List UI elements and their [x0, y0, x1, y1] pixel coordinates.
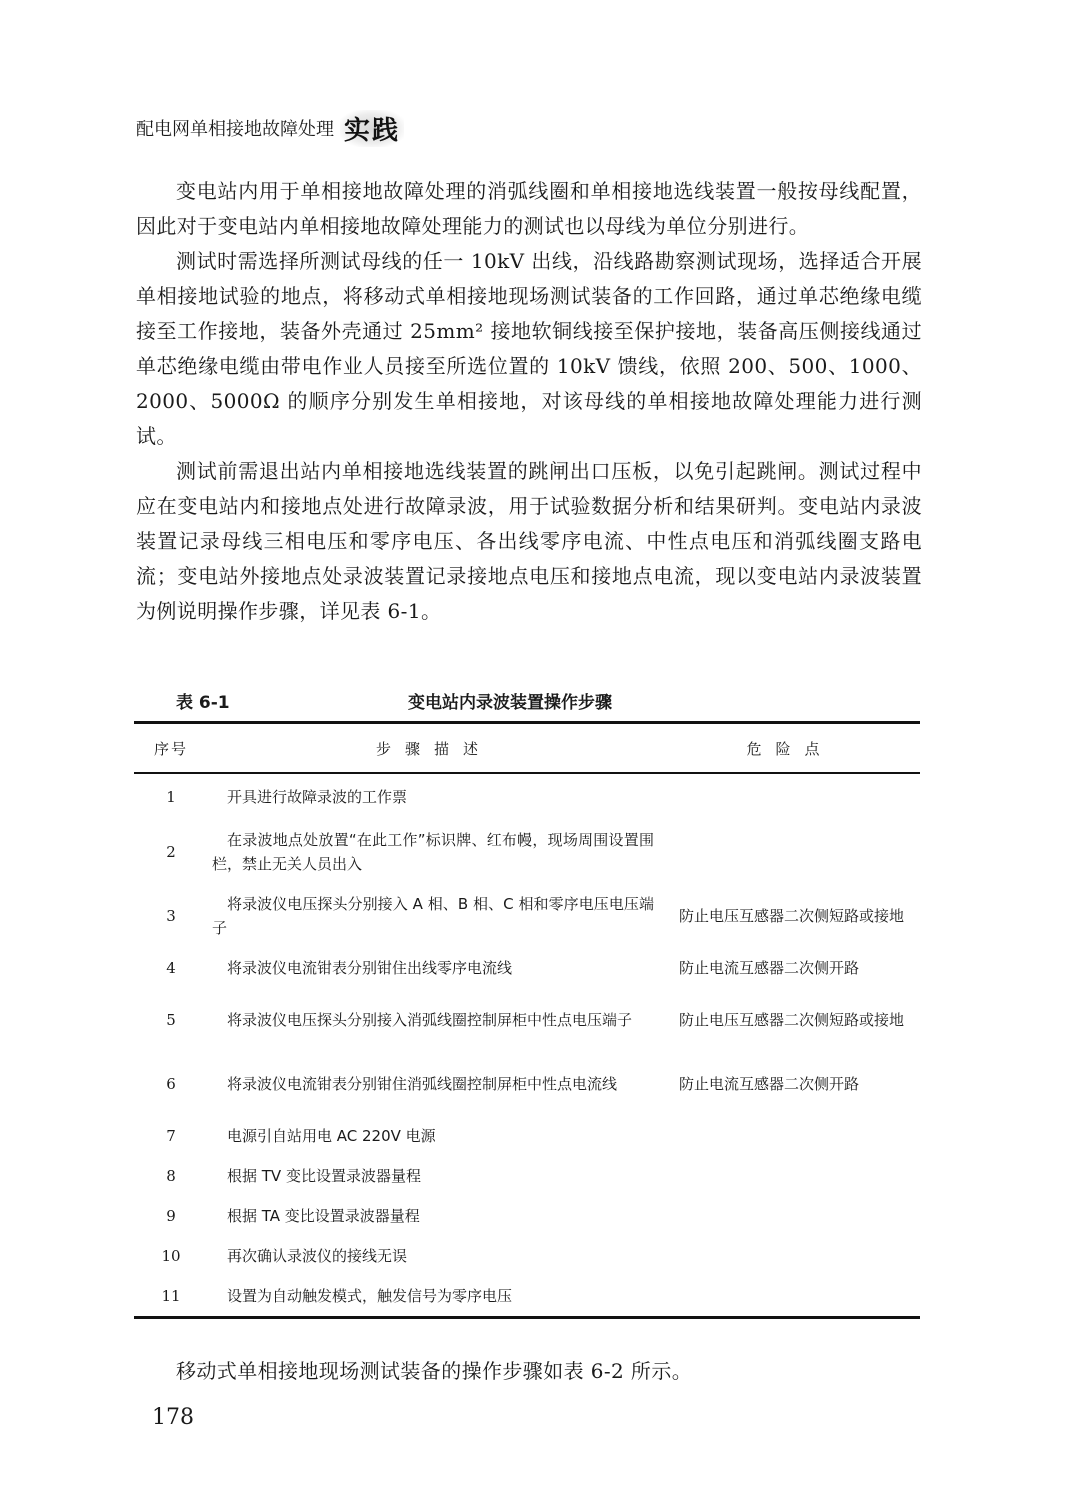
header-desc: 步骤描述: [375, 739, 492, 758]
step-risk: 防止电压互感器二次侧短路或接地: [679, 1011, 905, 1029]
step-risk: [660, 773, 920, 820]
step-risk: [660, 1196, 920, 1236]
closing-paragraph: 移动式单相接地现场测试装备的操作步骤如表 6-2 所示。: [176, 1359, 693, 1383]
step-risk: 防止电压互感器二次侧短路或接地: [679, 907, 905, 925]
step-risk: [660, 1236, 920, 1276]
step-desc: 根据 TA 变比设置录波器量程: [227, 1207, 420, 1225]
table-row: [134, 1156, 920, 1196]
table-row: [134, 820, 920, 884]
step-desc: 开具进行故障录波的工作票: [227, 788, 408, 806]
step-desc: 将录波仪电流钳表分别钳住消弧线圈控制屏柜中性点电流线: [227, 1075, 618, 1093]
step-no: 9: [166, 1207, 176, 1225]
page-number: 178: [152, 1405, 194, 1430]
table-row: [134, 988, 920, 1052]
paragraph: 测试前需退出站内单相接地选线装置的跳闸出口压板，以免引起跳闸。测试过程中应在变电站内和接地点处进行故障录波，用于试验数据分析和结果研判。变电站内录波装置记录母线三相电压和零序电压、各出线零序电流、中性点电压和消弧线圈支路电流；变电站外接地点处录波装置记录接地点电压和接地点电流，现以变电站内录波装置为例说明操作步骤，详见表 6-1。: [136, 459, 922, 623]
step-desc: 在录波地点处放置“在此工作”标识牌、红布幔，现场周围设置围栏，禁止无关人员出入: [212, 831, 654, 873]
table-row: [134, 1196, 920, 1236]
table-row: [134, 948, 920, 988]
running-header: [136, 108, 404, 148]
operation-steps-table: [134, 721, 920, 1319]
body-text: [136, 174, 922, 629]
step-no: 10: [161, 1247, 181, 1265]
step-risk: [660, 820, 920, 884]
table-row: [134, 884, 920, 948]
step-risk: [660, 1156, 920, 1196]
step-desc: 根据 TV 变比设置录波器量程: [227, 1167, 421, 1185]
step-no: 2: [166, 843, 176, 861]
step-risk: 防止电流互感器二次侧开路: [679, 959, 860, 977]
step-no: 5: [166, 1011, 176, 1029]
table-title: 变电站内录波装置操作步骤: [408, 693, 612, 713]
table-header-row: [134, 723, 920, 774]
paragraph: 测试时需选择所测试母线的任一 10kV 出线，沿线路勘察测试现场，选择适合开展单相接地试验的地点，将移动式单相接地现场测试装备的工作回路，通过单芯绝缘电缆接至工作接地，装备外壳通过 25mm² 接地软铜线接至保护接地，装备高压侧接线通过单芯绝缘电缆由带电作业人员接至所选位置的 10kV 馈线，依照 200、500、1000、2000、5000Ω 的顺序分别发生单相接地，对该母线的单相接地故障处理能力进行测试。: [136, 249, 922, 448]
step-no: 6: [166, 1075, 176, 1093]
step-no: 4: [166, 959, 176, 977]
step-no: 11: [161, 1287, 181, 1305]
step-no: 1: [166, 788, 176, 806]
table-number: 表 6-1: [176, 693, 230, 713]
header-risk: 危险点: [746, 739, 834, 758]
step-risk: 防止电流互感器二次侧开路: [679, 1075, 860, 1093]
step-desc: 将录波仪电流钳表分别钳住出线零序电流线: [227, 959, 513, 977]
step-desc: 再次确认录波仪的接线无误: [227, 1247, 408, 1265]
header-no: 序号: [153, 739, 188, 758]
header-title: 配电网单相接地故障处理: [136, 119, 334, 140]
table-row: [134, 773, 920, 820]
step-risk: [660, 1276, 920, 1318]
step-risk: [660, 1116, 920, 1156]
step-no: 3: [166, 907, 176, 925]
table-row: [134, 1236, 920, 1276]
table-row: [134, 1052, 920, 1116]
step-desc: 将录波仪电压探头分别接入 A 相、B 相、C 相和零序电压电压端子: [212, 895, 654, 937]
paragraph: 变电站内用于单相接地故障处理的消弧线圈和单相接地选线装置一般按母线配置，因此对于变电站内单相接地故障处理能力的测试也以母线为单位分别进行。: [136, 179, 922, 238]
table-row: [134, 1116, 920, 1156]
table-caption: [136, 685, 922, 715]
step-desc: 将录波仪电压探头分别接入消弧线圈控制屏柜中性点电压端子: [227, 1011, 633, 1029]
step-desc: 电源引自站用电 AC 220V 电源: [227, 1127, 436, 1145]
step-no: 8: [166, 1167, 176, 1185]
table-row: [134, 1276, 920, 1318]
header-brand: 实践: [340, 110, 404, 147]
step-desc: 设置为自动触发模式，触发信号为零序电压: [227, 1287, 513, 1305]
step-no: 7: [166, 1127, 176, 1145]
